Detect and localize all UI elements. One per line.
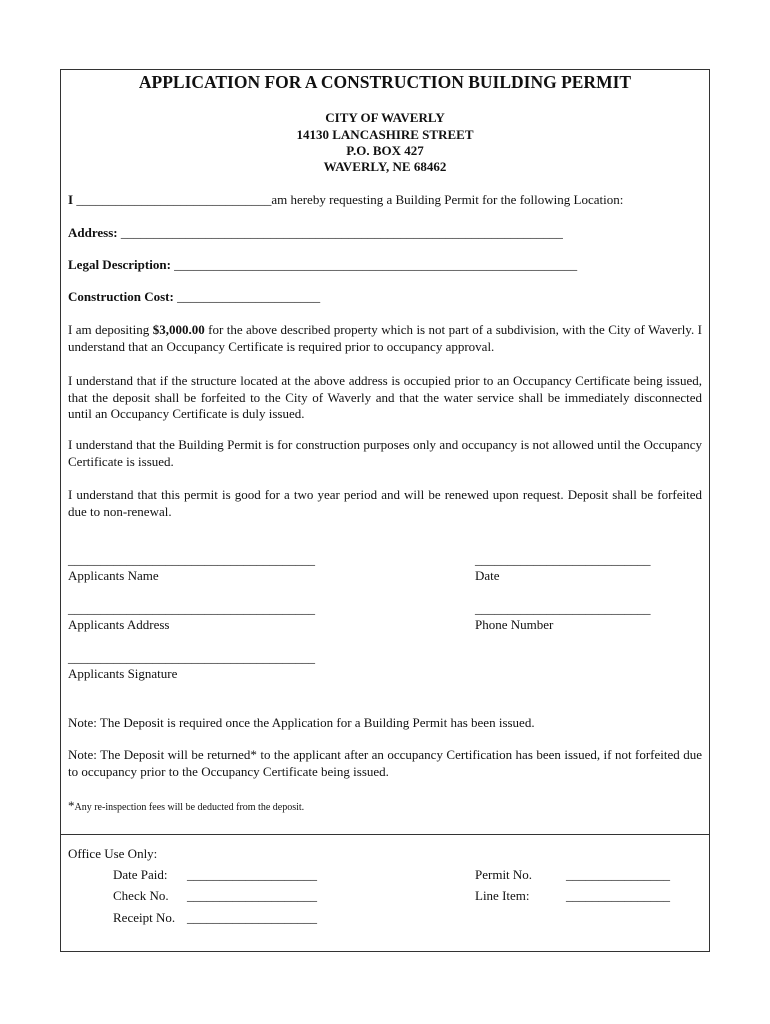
date-blank[interactable]: ___________________________ — [475, 552, 651, 567]
deposit-paragraph — [68, 322, 702, 355]
deposit-pre: I am depositing — [68, 322, 153, 337]
renewal-paragraph: I understand that this permit is good for a two year period and will be renewed upon request. Deposit shall be forfeited due to non-renewal. — [68, 487, 702, 519]
office-street: 14130 LANCASHIRE STREET — [296, 127, 474, 142]
phone-blank[interactable]: ___________________________ — [475, 601, 651, 616]
construction-purpose-paragraph: I understand that the Building Permit is for construction purposes only and occupancy is not allowed until the Occupancy Certificate is issued. — [68, 437, 702, 469]
cost-row — [68, 289, 320, 305]
applicant-address-blank[interactable]: ______________________________________ — [68, 601, 315, 616]
address-row — [68, 225, 563, 241]
address-blank[interactable]: ____________________________________________________________________ — [120, 225, 563, 240]
footnote-star: * — [68, 798, 75, 813]
applicant-name-label: Applicants Name — [68, 568, 159, 583]
applicant-address-label: Applicants Address — [68, 617, 170, 632]
request-line — [68, 192, 623, 208]
date-label: Date — [475, 568, 500, 583]
deposit-amount: $3,000.00 — [152, 322, 205, 337]
receipt-no-blank[interactable]: ____________________ — [187, 910, 317, 925]
cost-label: Construction Cost: — [68, 289, 174, 304]
line-item-label: Line Item: — [475, 888, 530, 903]
check-no-label: Check No. — [113, 888, 169, 903]
request-prefix: I — [68, 192, 74, 207]
office-name: CITY OF WAVERLY — [325, 110, 445, 125]
legal-row — [68, 257, 577, 273]
legal-label: Legal Description: — [68, 257, 171, 272]
applicant-signature-blank[interactable]: ______________________________________ — [68, 650, 315, 665]
office-use-divider — [60, 834, 710, 835]
permit-no-label: Permit No. — [475, 867, 533, 882]
office-use-heading: Office Use Only: — [68, 846, 158, 861]
request-suffix: am hereby requesting a Building Permit for the following Location: — [271, 192, 624, 207]
deposit-note: Note: The Deposit is required once the Application for a Building Permit has been issued. — [68, 715, 535, 730]
check-no-blank[interactable]: ____________________ — [187, 888, 317, 903]
return-note: Note: The Deposit will be returned* to the applicant after an occupancy Certification has been issued, if not forfeited due to occupancy prior to the Occupancy Certificate being issued. — [68, 747, 702, 779]
permit-no-blank[interactable]: ________________ — [566, 867, 670, 882]
footnote — [68, 797, 304, 815]
applicant-name-blank[interactable]: ______________________________________ — [68, 552, 315, 567]
date-paid-blank[interactable]: ____________________ — [187, 867, 317, 882]
applicant-name-blank[interactable]: ______________________________ — [76, 192, 272, 207]
occupancy-paragraph: I understand that if the structure located at the above address is occupied prior to an Occupancy Certificate being issued, that the deposit shall be forfeited to the City of Waverly and that the water service shall be immediately disconnected until an Occupancy Certificate is duly issued. — [68, 373, 702, 421]
receipt-no-label: Receipt No. — [113, 910, 176, 925]
line-item-blank[interactable]: ________________ — [566, 888, 670, 903]
applicant-signature-label: Applicants Signature — [68, 666, 178, 681]
form-title: APPLICATION FOR A CONSTRUCTION BUILDING PERMIT — [138, 72, 632, 92]
office-pobox: P.O. BOX 427 — [346, 143, 424, 158]
phone-label: Phone Number — [475, 617, 554, 632]
footnote-text: Any re-inspection fees will be deducted from the deposit. — [74, 802, 305, 813]
legal-blank[interactable]: ______________________________________________________________ — [174, 257, 578, 272]
cost-blank[interactable]: ______________________ — [177, 289, 321, 304]
address-label: Address: — [68, 225, 118, 240]
office-citystate: WAVERLY, NE 68462 — [323, 159, 447, 174]
deposit-post: for the above described property which is not part of a subdivision, with the City of Waverly. I understand that an Occupancy Certificate is required prior to occupancy approval. — [68, 322, 702, 354]
date-paid-label: Date Paid: — [113, 867, 168, 882]
